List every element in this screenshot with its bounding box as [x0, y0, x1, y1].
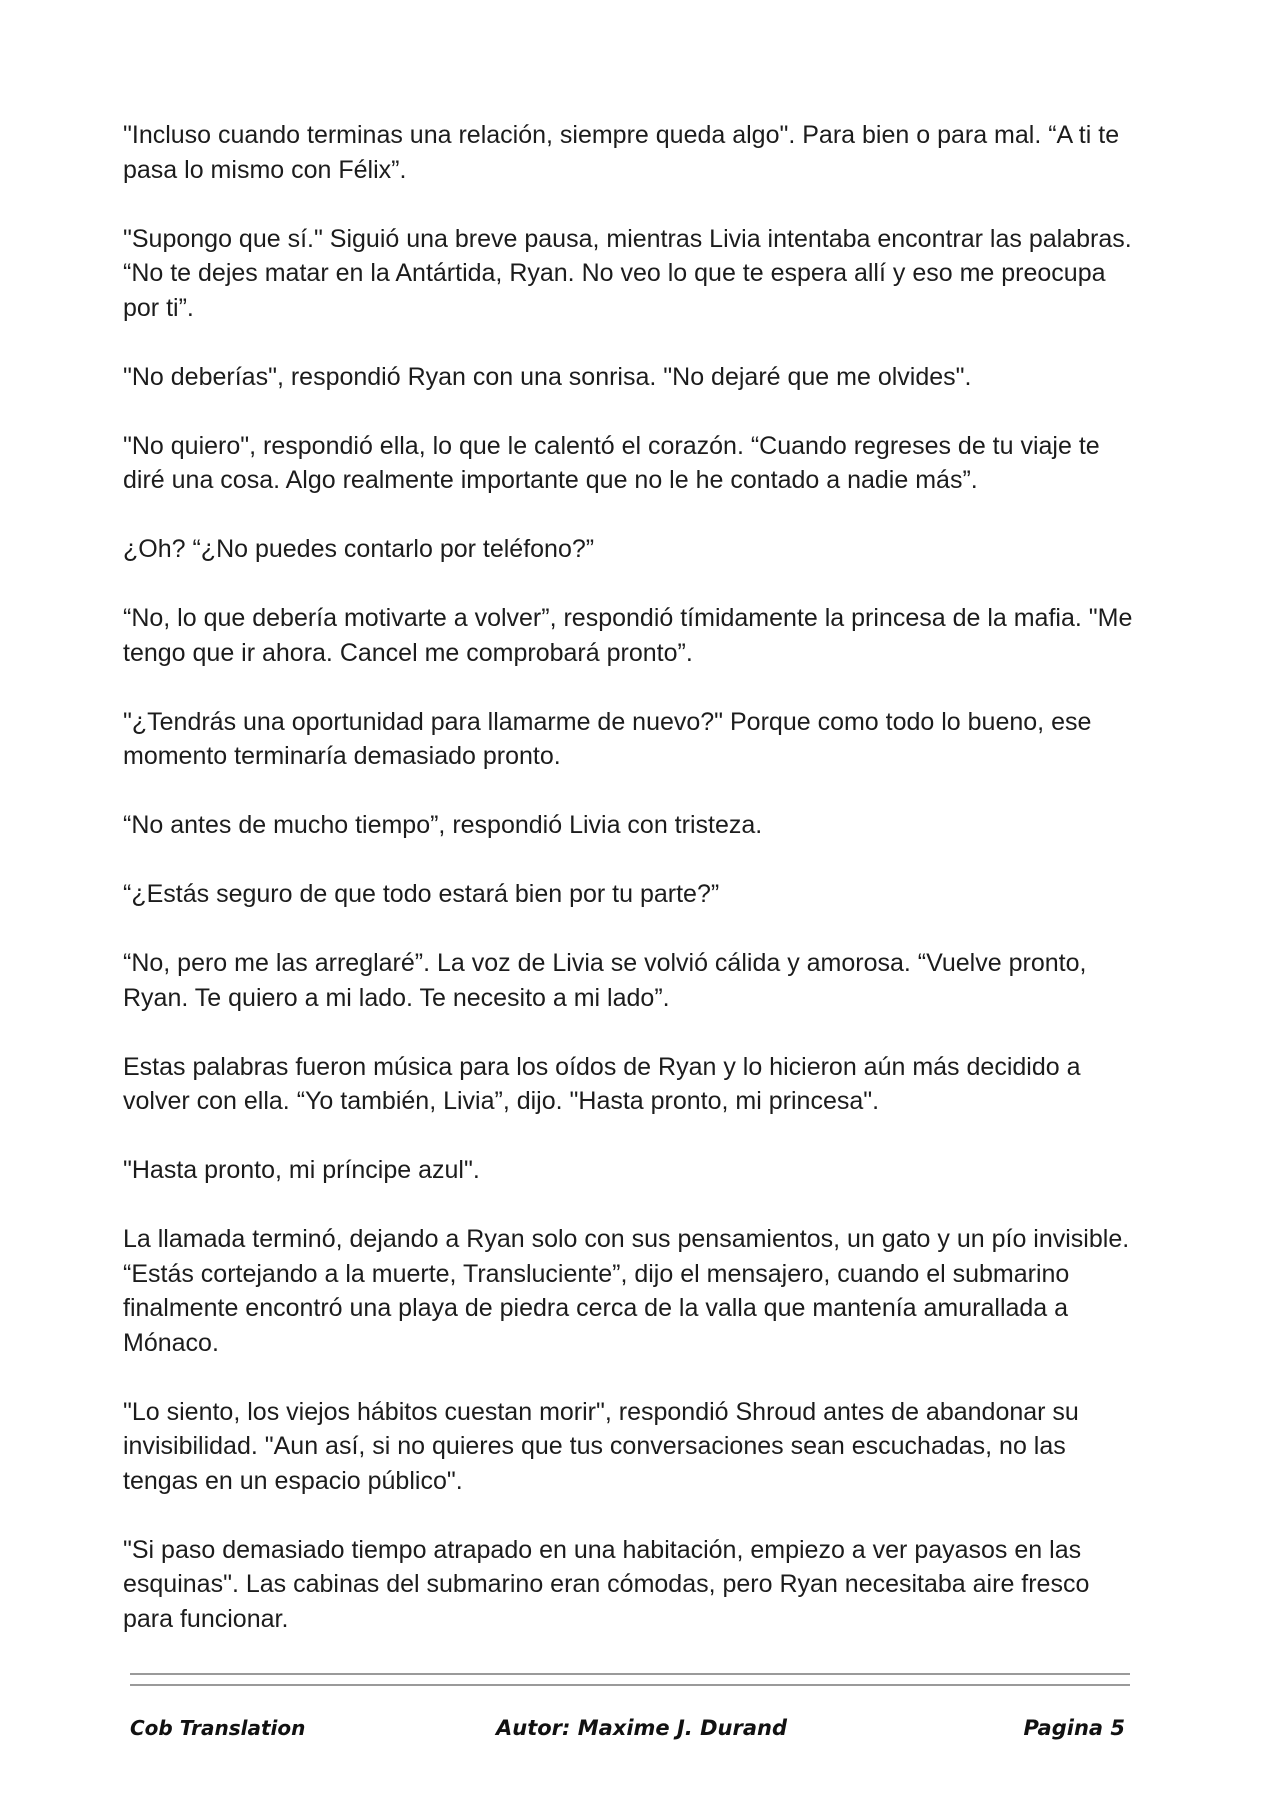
paragraph: "Incluso cuando terminas una relación, siempre queda algo". Para bien o para mal. “A ti te pasa lo mismo con Félix”.	[123, 121, 1120, 184]
paragraph: "Lo siento, los viejos hábitos cuestan morir", respondió Shroud antes de abandonar su invisibilidad. "Aun así, si no quieres que tus conversaciones sean escuchadas, no las tengas en un espacio público".	[123, 1397, 1079, 1495]
footer-divider-bottom	[130, 1684, 1130, 1686]
paragraph: “No antes de mucho tiempo”, respondió Livia con tristeza.	[123, 811, 763, 839]
page-footer	[130, 1716, 1125, 1746]
page-body	[123, 118, 1143, 1671]
paragraph: “¿Estás seguro de que todo estará bien por tu parte?”	[123, 880, 720, 908]
paragraph: “No, lo que debería motivarte a volver”, respondió tímidamente la princesa de la mafia. "Me tengo que ir ahora. Cancel me comprobará pronto”.	[123, 604, 1133, 667]
paragraph: ¿Oh? “¿No puedes contarlo por teléfono?”	[123, 535, 595, 563]
paragraph: "Hasta pronto, mi príncipe azul".	[123, 1156, 480, 1184]
paragraph: "Supongo que sí." Siguió una breve pausa, mientras Livia intentaba encontrar las palabras. “No te dejes matar en la Antártida, Ryan. No veo lo que te espera allí y eso me preocupa por ti”.	[123, 224, 1132, 322]
footer-translator: Cob Translation	[130, 1716, 306, 1740]
paragraph: "Si paso demasiado tiempo atrapado en una habitación, empiezo a ver payasos en las esquinas". Las cabinas del submarino eran cómodas, pero Ryan necesitaba aire fresco para funcionar.	[123, 1535, 1090, 1633]
footer-divider-top	[130, 1673, 1130, 1675]
paragraph: "No deberías", respondió Ryan con una sonrisa. "No dejaré que me olvides".	[123, 362, 972, 391]
paragraph: Estas palabras fueron música para los oídos de Ryan y lo hicieron aún más decidido a volver con ella. “Yo también, Livia”, dijo. "Hasta pronto, mi princesa".	[123, 1052, 1081, 1115]
paragraph: La llamada terminó, dejando a Ryan solo con sus pensamientos, un gato y un pío invisible. “Estás cortejando a la muerte, Transluciente”, dijo el mensajero, cuando el submarino finalmente encontró una playa de piedra cerca de la valla que mantenía amurallada a Mónaco.	[123, 1225, 1130, 1357]
paragraph: “No, pero me las arreglaré”. La voz de Livia se volvió cálida y amorosa. “Vuelve pronto, Ryan. Te quiero a mi lado. Te necesito a mi lado”.	[123, 949, 1087, 1012]
footer-author: Autor: Maxime J. Durand	[496, 1716, 787, 1740]
paragraph: "¿Tendrás una oportunidad para llamarme de nuevo?" Porque como todo lo bueno, ese momento terminaría demasiado pronto.	[123, 707, 1092, 770]
paragraph: "No quiero", respondió ella, lo que le calentó el corazón. “Cuando regreses de tu viaje te diré una cosa. Algo realmente importante que no le he contado a nadie más”.	[123, 431, 1100, 494]
footer-page-number: Pagina 5	[1023, 1716, 1125, 1740]
